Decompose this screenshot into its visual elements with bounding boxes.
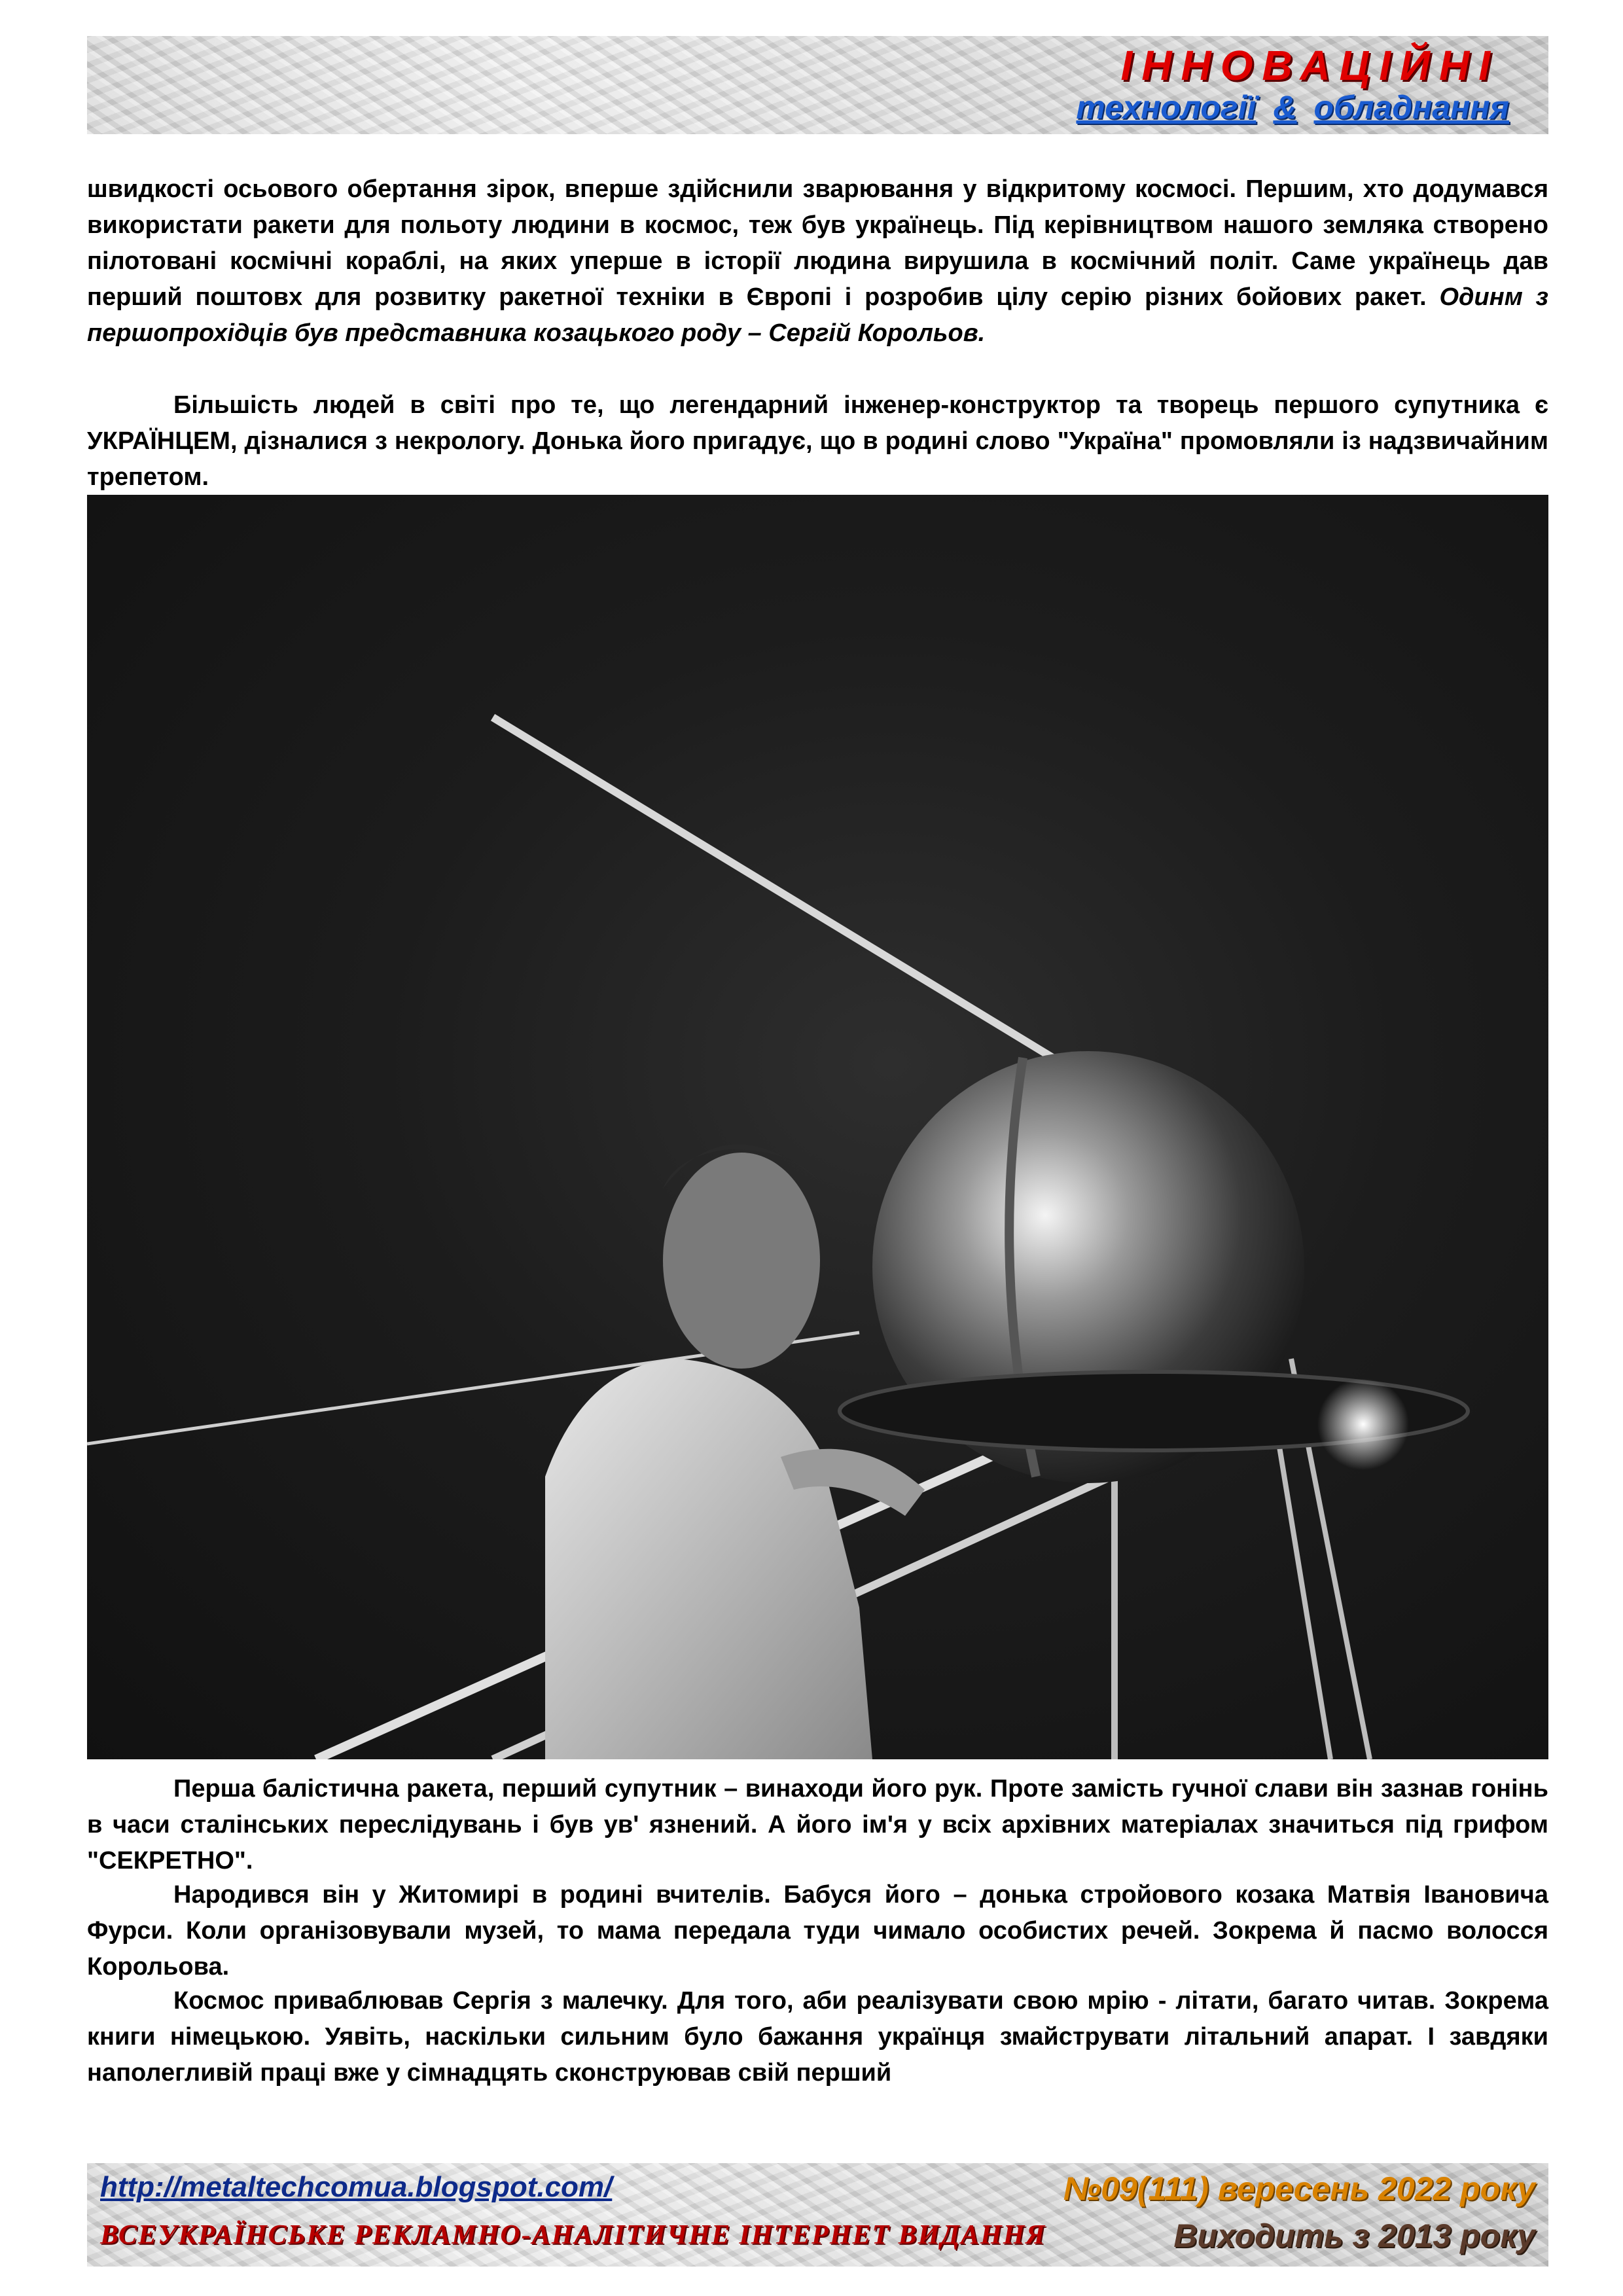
magazine-subtitle — [1076, 88, 1509, 126]
page-header-banner — [87, 36, 1548, 134]
page-footer-banner — [87, 2163, 1548, 2267]
article-paragraph-4: Народився він у Житомирі в родині вчителів. Бабуся його – донька стройового козака Матвія Івановича Фурси. Коли організовували музей, то мама передала туди чимало особистих речей. Зокрема й пасмо волосся Корольова. — [87, 1881, 1548, 1981]
article-paragraph-2: Більшість людей в світі про те, що легендарний інженер-конструктор та творець першого супутника є УКРАЇНЦЕМ, дізналися з некрологу. Донька його пригадує, що в родині слово "Україна" промовляли із надзвичайним трепетом. — [87, 391, 1548, 491]
paragraph-1-emphasis: Одинм з першопрохідців був представника козацького роду – Сергій Корольов. — [87, 283, 1548, 347]
article-paragraph-3: Перша балістична ракета, перший супутник – винаходи його рук. Проте замість гучної слави він зазнав гонінь в часи сталінських переслідувань і був ув' язнений. А його ім'я у всіх архівних матеріалах значиться під грифом "СЕКРЕТНО". — [87, 1775, 1548, 1874]
subtitle-ampersand: & — [1273, 89, 1297, 126]
subtitle-technologies: технології — [1076, 89, 1257, 126]
paragraph-1-text: швидкості осьового обертання зірок, вперше здійснили зварювання у відкритому космосі. Першим, хто додумався використати ракети для польоту людини в космос, теж був українець. Під керівництвом нашого земляка створено пілотовані космічні кораблі, на яких уперше в історії людина вирушила в космічний політ. Саме українець дав перший поштовх для розвитку ракетної техніки в Європі і розробив цілу серію різних бойових ракет. — [87, 175, 1548, 311]
published-since: Виходить з 2013 року — [1173, 2217, 1535, 2254]
issue-number: №09(111) вересень 2022 року — [1063, 2170, 1535, 2207]
magazine-title: ІННОВАЦІЙНІ — [1120, 42, 1499, 89]
article-paragraph-5: Космос приваблював Сергія з малечку. Для того, аби реалізувати свою мрію - літати, багато читав. Зокрема книги німецькою. Уявіть, наскільки сильним було бажання українця змайструвати літальний апарат. І завдяки наполегливій праці вже у сімнадцять сконструював свій перший — [87, 1987, 1548, 2087]
subtitle-equipment: обладнання — [1313, 89, 1509, 126]
sputnik-photo — [87, 495, 1548, 1759]
blog-link[interactable]: http://metaltechcomua.blogspot.com/ — [100, 2171, 613, 2203]
article-paragraph-1 — [87, 171, 1548, 351]
sputnik-photo-illustration — [87, 495, 1548, 1759]
publication-description: ВСЕУКРАЇНСЬКЕ РЕКЛАМНО-АНАЛІТИЧНЕ ІНТЕРНЕТ ВИДАННЯ — [100, 2220, 1046, 2250]
